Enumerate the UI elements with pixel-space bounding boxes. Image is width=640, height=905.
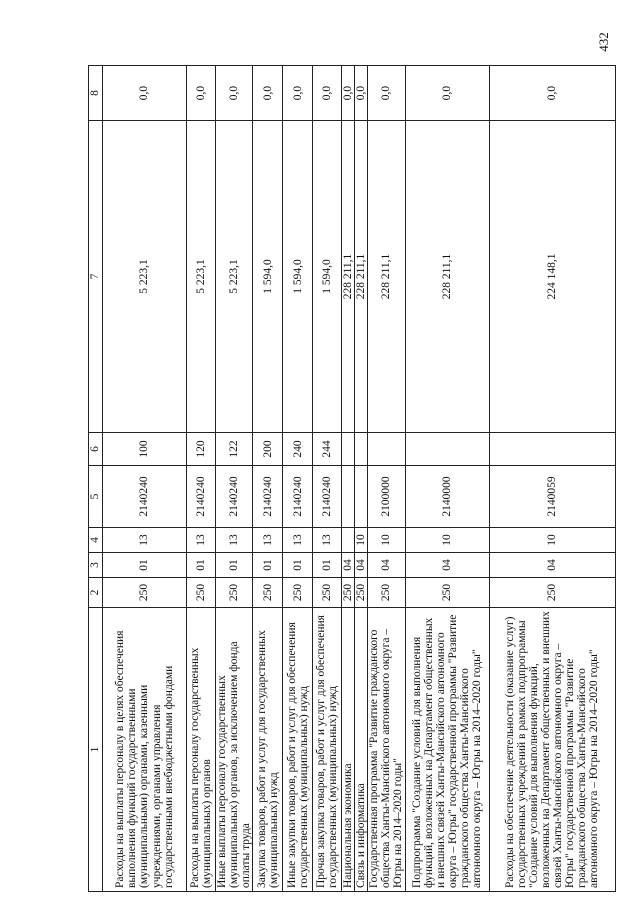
cell-admin: 250 xyxy=(342,578,355,608)
row-name: Расходы на обеспечение деятельности (оказание услуг) государственных учреждений в рамках подпрограммы "Создание условий для выполнения функций, возложенных на Департамент общественных и внешних связей Ханты-Мансийского автономного округа – Югры" государственной программы "Развитие гражданского общества Ханты-Мансийского автономного округа – Югры на 2014–2020 годы" xyxy=(489,608,615,892)
cell-exp-type xyxy=(405,433,489,466)
cell-target: 2140240 xyxy=(313,466,342,528)
cell-amount-2: 0,0 xyxy=(103,66,187,121)
rotated-table-wrapper xyxy=(88,66,600,892)
cell-target: 2100000 xyxy=(368,466,405,528)
cell-amount: 228 211,1 xyxy=(368,121,405,433)
table-row xyxy=(103,66,187,892)
cell-subsection: 13 xyxy=(187,528,216,553)
table-row xyxy=(313,66,342,892)
cell-amount-2: 0,0 xyxy=(283,66,313,121)
cell-amount-2: 0,0 xyxy=(355,66,368,121)
cell-target: 2140059 xyxy=(489,466,615,528)
cell-amount-2: 0,0 xyxy=(489,66,615,121)
cell-section: 04 xyxy=(355,553,368,578)
cell-subsection: 10 xyxy=(405,528,489,553)
page-number-text: 432 xyxy=(596,32,611,52)
cell-admin: 250 xyxy=(103,578,187,608)
cell-amount-2: 0,0 xyxy=(405,66,489,121)
cell-subsection: 10 xyxy=(355,528,368,553)
header-cell: 3 xyxy=(89,553,103,578)
cell-target: 2140240 xyxy=(187,466,216,528)
cell-amount: 1 594,0 xyxy=(253,121,283,433)
cell-admin: 250 xyxy=(253,578,283,608)
cell-exp-type xyxy=(489,433,615,466)
row-name: Расходы на выплаты персоналу государственных (муниципальных) органов xyxy=(187,608,216,892)
cell-target: 2140000 xyxy=(405,466,489,528)
table-row xyxy=(405,66,489,892)
cell-exp-type: 120 xyxy=(187,433,216,466)
cell-subsection xyxy=(342,528,355,553)
cell-subsection: 13 xyxy=(313,528,342,553)
cell-amount: 5 223,1 xyxy=(187,121,216,433)
table-row xyxy=(368,66,405,892)
cell-section: 01 xyxy=(187,553,216,578)
cell-admin: 250 xyxy=(313,578,342,608)
cell-subsection: 10 xyxy=(368,528,405,553)
cell-amount: 228 211,1 xyxy=(355,121,368,433)
cell-amount-2: 0,0 xyxy=(368,66,405,121)
cell-target: 2140240 xyxy=(253,466,283,528)
cell-target xyxy=(355,466,368,528)
header-cell: 6 xyxy=(89,433,103,466)
cell-admin: 250 xyxy=(187,578,216,608)
cell-exp-type xyxy=(368,433,405,466)
cell-amount-2: 0,0 xyxy=(313,66,342,121)
cell-section: 01 xyxy=(216,553,253,578)
table-row xyxy=(187,66,216,892)
row-name: Связь и информатика xyxy=(355,608,368,892)
cell-target xyxy=(342,466,355,528)
row-name: Иные выплаты персоналу государственных (муниципальных) органов, за исключением фонда оплаты труда xyxy=(216,608,253,892)
cell-target: 2140240 xyxy=(283,466,313,528)
cell-section: 04 xyxy=(405,553,489,578)
page-number xyxy=(594,22,614,62)
cell-amount: 1 594,0 xyxy=(313,121,342,433)
cell-target: 2140240 xyxy=(216,466,253,528)
header-cell: 2 xyxy=(89,578,103,608)
cell-amount: 5 223,1 xyxy=(103,121,187,433)
cell-exp-type: 240 xyxy=(283,433,313,466)
header-cell: 1 xyxy=(89,608,103,892)
cell-amount-2: 0,0 xyxy=(253,66,283,121)
cell-admin: 250 xyxy=(355,578,368,608)
header-cell: 4 xyxy=(89,528,103,553)
row-name: Расходы на выплаты персоналу в целях обеспечения выполнения функций государственными (муниципальными) органами, казенными учреждениями, органами управления государственными внебюджетными фондами xyxy=(103,608,187,892)
cell-target: 2140240 xyxy=(103,466,187,528)
cell-admin: 250 xyxy=(489,578,615,608)
cell-exp-type: 244 xyxy=(313,433,342,466)
cell-amount: 228 211,1 xyxy=(342,121,355,433)
cell-subsection: 13 xyxy=(216,528,253,553)
cell-section: 04 xyxy=(368,553,405,578)
row-name: Закупка товаров, работ и услуг для государственных (муниципальных) нужд xyxy=(253,608,283,892)
table-row xyxy=(253,66,283,892)
row-name: Государственная программа "Развитие гражданского общества Ханты-Мансийского автономного округа – Югры на 2014–2020 годы" xyxy=(368,608,405,892)
cell-exp-type: 100 xyxy=(103,433,187,466)
cell-admin: 250 xyxy=(283,578,313,608)
cell-amount-2: 0,0 xyxy=(216,66,253,121)
cell-section: 01 xyxy=(103,553,187,578)
cell-amount: 1 594,0 xyxy=(283,121,313,433)
budget-table xyxy=(88,65,616,892)
cell-exp-type xyxy=(355,433,368,466)
cell-section: 01 xyxy=(253,553,283,578)
cell-section: 04 xyxy=(489,553,615,578)
cell-amount-2: 0,0 xyxy=(342,66,355,121)
table-row xyxy=(489,66,615,892)
row-name: Прочая закупка товаров, работ и услуг для обеспечения государственных (муниципальных) нужд xyxy=(313,608,342,892)
cell-amount: 224 148,1 xyxy=(489,121,615,433)
cell-subsection: 10 xyxy=(489,528,615,553)
header-cell: 7 xyxy=(89,121,103,433)
cell-admin: 250 xyxy=(405,578,489,608)
cell-section: 01 xyxy=(283,553,313,578)
row-name: Иные закупки товаров, работ и услуг для обеспечения государственных (муниципальных) нужд xyxy=(283,608,313,892)
cell-amount: 5 223,1 xyxy=(216,121,253,433)
table-row xyxy=(342,66,355,892)
cell-subsection: 13 xyxy=(103,528,187,553)
cell-section: 04 xyxy=(342,553,355,578)
cell-exp-type: 200 xyxy=(253,433,283,466)
cell-amount-2: 0,0 xyxy=(187,66,216,121)
cell-admin: 250 xyxy=(216,578,253,608)
cell-exp-type: 122 xyxy=(216,433,253,466)
header-cell: 8 xyxy=(89,66,103,121)
table-row xyxy=(283,66,313,892)
cell-admin: 250 xyxy=(368,578,405,608)
cell-amount: 228 211,1 xyxy=(405,121,489,433)
header-cell: 5 xyxy=(89,466,103,528)
row-name: Подпрограмма "Создание условий для выполнения функций, возложенных на Департамент общественных и внешних связей Ханты-Мансийского автономного округа – Югры" государственной программы "Развитие гражданского общества Ханты-Мансийского автономного округа – Югры на 2014–2020 годы" xyxy=(405,608,489,892)
cell-subsection: 13 xyxy=(253,528,283,553)
row-name: Национальная экономика xyxy=(342,608,355,892)
cell-subsection: 13 xyxy=(283,528,313,553)
cell-section: 01 xyxy=(313,553,342,578)
table-row xyxy=(355,66,368,892)
table-header-row xyxy=(89,66,103,892)
cell-exp-type xyxy=(342,433,355,466)
table-row xyxy=(216,66,253,892)
